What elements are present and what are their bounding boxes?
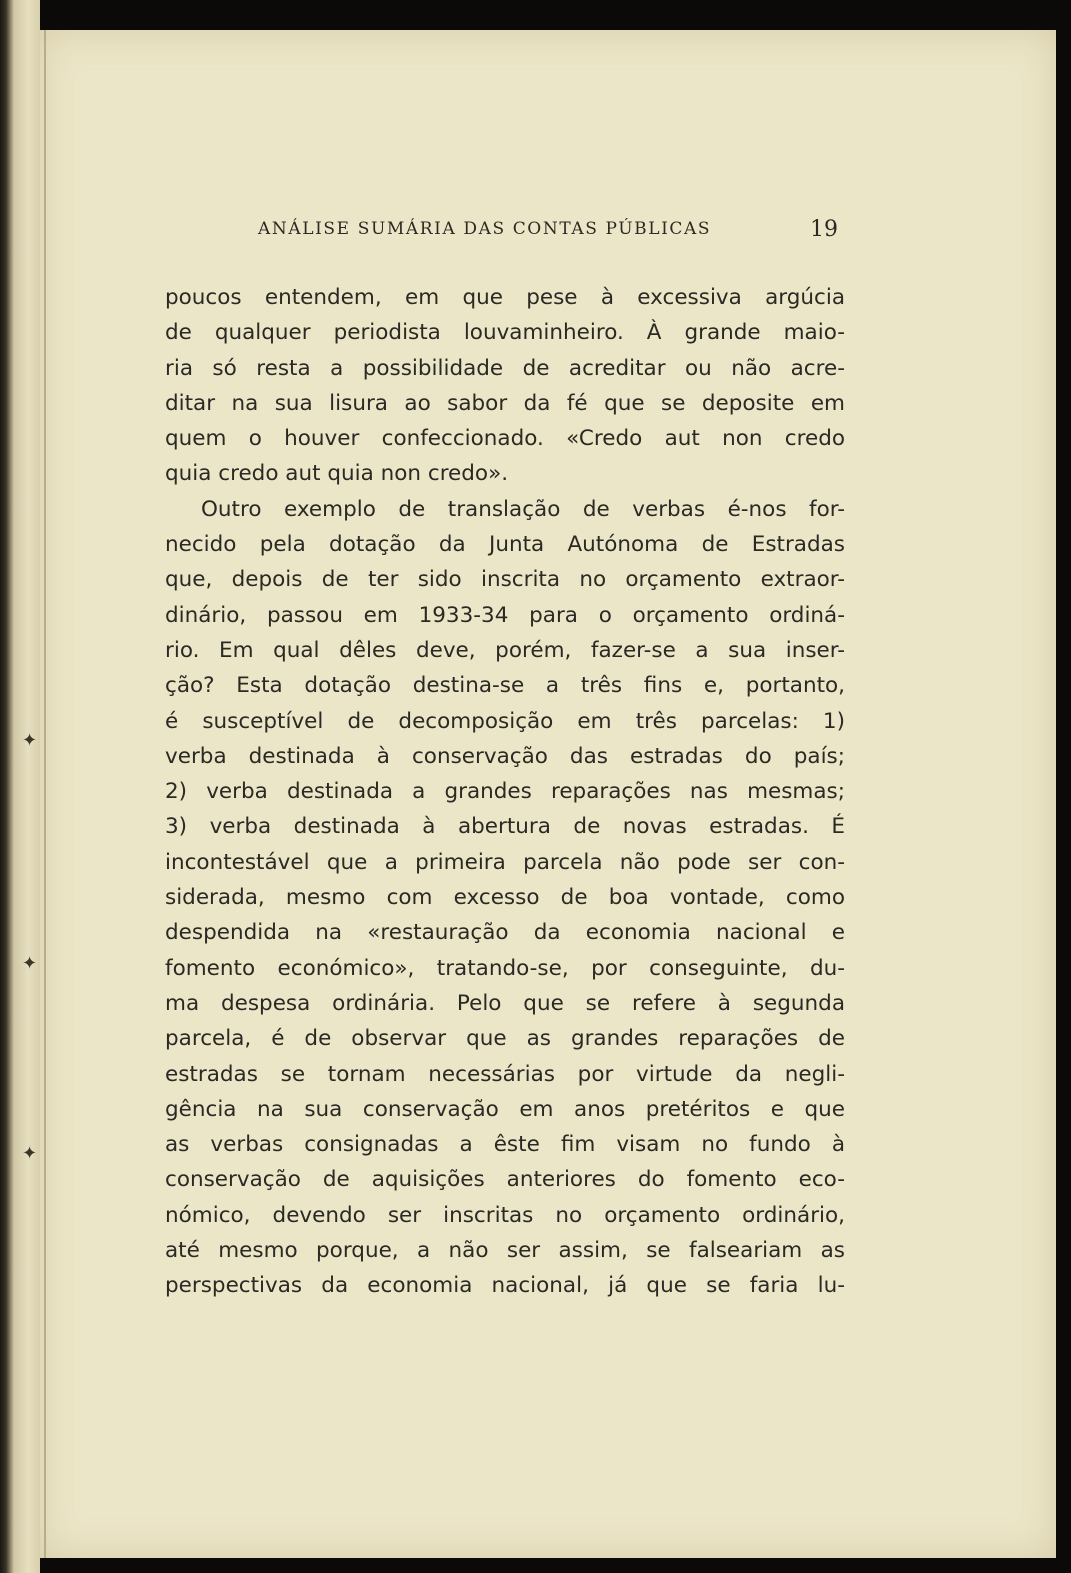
text-line: nómico, devendo ser inscritas no orçamento ordinário, [165,1202,845,1228]
text-line: ma despesa ordinária. Pelo que se refere à segunda [165,990,845,1016]
text-line: Outro exemplo de translação de verbas é-nos for- [201,496,845,522]
text-line: até mesmo porque, a não ser assim, se falseariam as [165,1238,845,1264]
text-line: quem o houver confeccionado. «Credo aut non credo [165,426,845,452]
text-line: rio. Em qual dêles deve, porém, fazer-se a sua inser- [165,637,845,663]
text-line: despendida na «restauração da economia nacional e [165,920,845,946]
text-line: quia credo aut quia non credo». [165,461,509,487]
text-line: verba destinada à conservação das estradas do país; [165,743,845,769]
text-line: dinário, passou em 1933-34 para o orçamento ordiná- [165,602,845,628]
binding-line [44,30,46,1558]
running-head [258,217,838,245]
text-line: ção? Esta dotação destina-se a três fins e, portanto, [165,673,845,699]
body-text [165,280,845,1304]
text-line: 3) verba destinada à abertura de novas estradas. É [165,814,845,840]
text-line: incontestável que a primeira parcela não pode ser con- [165,849,845,875]
page-number: 19 [810,217,838,242]
text-line: perspectivas da economia nacional, já que se faria lu- [165,1273,845,1299]
text-line: que, depois de ter sido inscrita no orçamento extraor- [165,567,845,593]
binding-thread-mark: ✦ [22,730,38,751]
text-line: ria só resta a possibilidade de acreditar ou não acre- [165,355,845,381]
text-line: gência na sua conservação em anos pretéritos e que [165,1096,845,1122]
binding-thread-mark: ✦ [22,1143,38,1164]
text-line: parcela, é de observar que as grandes reparações de [165,1026,845,1052]
text-line: as verbas consignadas a êste fim visam no fundo à [165,1132,845,1158]
text-line: poucos entendem, em que pese à excessiva argúcia [165,285,845,310]
text-line: 2) verba destinada a grandes reparações nas mesmas; [165,779,845,805]
text-line: de qualquer periodista louvaminheiro. À grande maio- [165,320,845,346]
text-line: fomento económico», tratando-se, por conseguinte, du- [165,955,845,981]
text-line: conservação de aquisições anteriores do fomento eco- [165,1167,845,1193]
text-line: siderada, mesmo com excesso de boa vontade, como [165,885,845,911]
text-line: ditar na sua lisura ao sabor da fé que se deposite em [165,390,845,416]
text-line: estradas se tornam necessárias por virtude da negli- [165,1061,845,1087]
running-title: ANÁLISE SUMÁRIA DAS CONTAS PÚBLICAS [258,219,712,239]
text-line: necido pela dotação da Junta Autónoma de Estradas [165,532,845,558]
binding-thread-mark: ✦ [22,953,38,974]
previous-page-edge [0,0,40,1573]
text-line: é susceptível de decomposição em três parcelas: 1) [165,708,845,734]
